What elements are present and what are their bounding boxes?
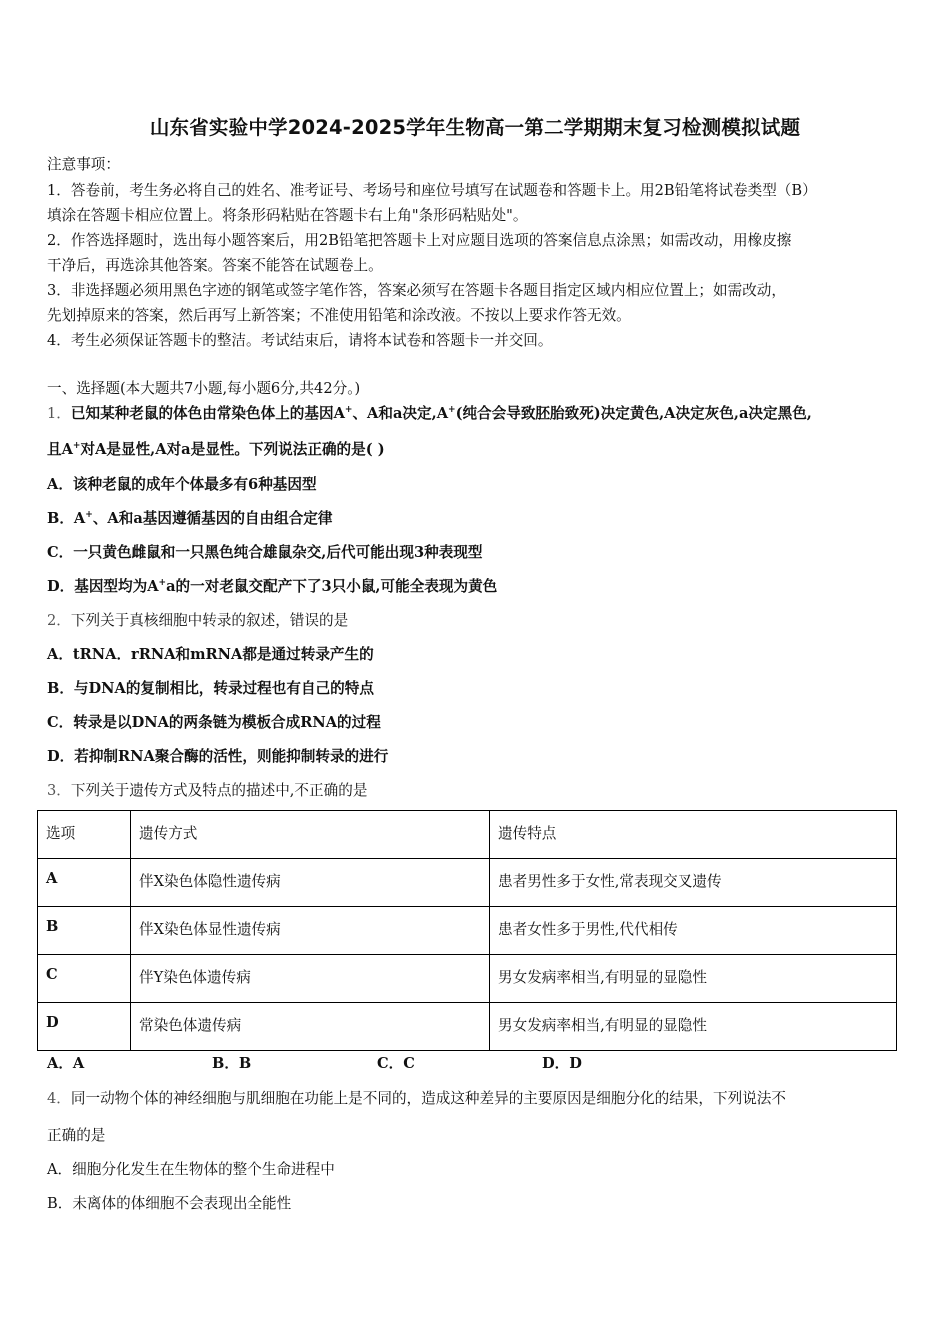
q3-choice-a: A．A — [47, 1055, 85, 1072]
q1-option-c: C．一只黄色雌鼠和一只黑色纯合雄鼠杂交,后代可能出现3种表现型 — [47, 544, 483, 561]
q3-table — [37, 810, 897, 1051]
q4-option-a: A．细胞分化发生在生物体的整个生命进程中 — [47, 1161, 335, 1178]
section-heading: 一、选择题(本大题共7小题,每小题6分,共42分。) — [47, 380, 361, 397]
notice-line-2: 填涂在答题卡相应位置上。将条形码粘贴在答题卡右上角"条形码粘贴处"。 — [47, 207, 528, 224]
q2-option-a: A．tRNA．rRNA和mRNA都是通过转录产生的 — [47, 646, 374, 663]
q3-stem: 3．下列关于遗传方式及特点的描述中,不正确的是 — [47, 782, 368, 799]
q3-choice-c: C．C — [377, 1055, 415, 1072]
q2-option-c: C．转录是以DNA的两条链为模板合成RNA的过程 — [47, 714, 381, 731]
table-cell: A — [38, 859, 131, 907]
table-header-row — [38, 811, 897, 859]
table-cell: B — [38, 907, 131, 955]
q4-stem-line2: 正确的是 — [47, 1127, 106, 1144]
q1-option-d: D．基因型均为A+a的一对老鼠交配产下了3只小鼠,可能全表现为黄色 — [47, 578, 498, 595]
notice-line-5: 3．非选择题必须用黑色字迹的钢笔或签字笔作答，答案必须写在答题卡各题目指定区域内相应位置上；如需改动， — [47, 282, 786, 299]
q1-option-b: B．A+、A和a基因遵循基因的自由组合定律 — [47, 510, 333, 527]
table-cell: 伴X染色体隐性遗传病 — [131, 859, 490, 907]
table-header-cell: 选项 — [38, 811, 131, 859]
q3-number: 3． — [47, 782, 71, 799]
q2-number: 2． — [47, 612, 71, 629]
table-row — [38, 859, 897, 907]
q1-number: 1． — [47, 405, 71, 422]
table-header-cell: 遗传方式 — [131, 811, 490, 859]
q3-choice-b: B．B — [212, 1055, 252, 1072]
table-cell: 伴Y染色体遗传病 — [131, 955, 490, 1003]
q3-choice-d: D．D — [542, 1055, 582, 1072]
table-cell: 男女发病率相当,有明显的显隐性 — [490, 1003, 897, 1051]
notice-line-3: 2．作答选择题时，选出每小题答案后，用2B铅笔把答题卡上对应题目选项的答案信息点涂黑；如需改动，用橡皮擦 — [47, 232, 792, 249]
table-cell: 伴X染色体显性遗传病 — [131, 907, 490, 955]
q2-option-d: D．若抑制RNA聚合酶的活性，则能抑制转录的进行 — [47, 748, 389, 765]
table-cell: 男女发病率相当,有明显的显隐性 — [490, 955, 897, 1003]
notice-line-1: 1．答卷前，考生务必将自己的姓名、准考证号、考场号和座位号填写在试题卷和答题卡上。用2B铅笔将试卷类型（B） — [47, 182, 817, 199]
table-cell: 患者女性多于男性,代代相传 — [490, 907, 897, 955]
notice-heading: 注意事项： — [47, 156, 120, 173]
notice-line-4: 干净后，再选涂其他答案。答案不能答在试题卷上。 — [47, 257, 383, 274]
q4-stem-line1: 4．同一动物个体的神经细胞与肌细胞在功能上是不同的，造成这种差异的主要原因是细胞分化的结果，下列说法不 — [47, 1090, 786, 1107]
q4-number: 4． — [47, 1090, 71, 1107]
table-cell: 患者男性多于女性,常表现交叉遗传 — [490, 859, 897, 907]
q2-stem: 2．下列关于真核细胞中转录的叙述，错误的是 — [47, 612, 349, 629]
page-title: 山东省实验中学2024-2025学年生物高一第二学期期末复习检测模拟试题 — [149, 116, 801, 139]
notice-line-7: 4．考生必须保证答题卡的整洁。考试结束后，请将本试卷和答题卡一并交回。 — [47, 332, 553, 349]
q1-option-a: A．该种老鼠的成年个体最多有6种基因型 — [47, 476, 317, 493]
table-cell: 常染色体遗传病 — [131, 1003, 490, 1051]
table-row — [38, 955, 897, 1003]
table-header-cell: 遗传特点 — [490, 811, 897, 859]
q1-stem-line2: 且A+对A是显性,A对a是显性。下列说法正确的是( ) — [47, 441, 385, 458]
notice-line-6: 先划掉原来的答案，然后再写上新答案；不准使用铅笔和涂改液。不按以上要求作答无效。 — [47, 307, 631, 324]
table-row — [38, 1003, 897, 1051]
q2-option-b: B．与DNA的复制相比，转录过程也有自己的特点 — [47, 680, 374, 697]
q4-option-b: B．未离体的体细胞不会表现出全能性 — [47, 1195, 292, 1212]
table-row — [38, 907, 897, 955]
table-cell: C — [38, 955, 131, 1003]
q1-stem-line1: 1．已知某种老鼠的体色由常染色体上的基因A+、A和a决定,A+(纯合会导致胚胎致死)决定黄色,A决定灰色,a决定黑色, — [47, 405, 812, 422]
table-cell: D — [38, 1003, 131, 1051]
